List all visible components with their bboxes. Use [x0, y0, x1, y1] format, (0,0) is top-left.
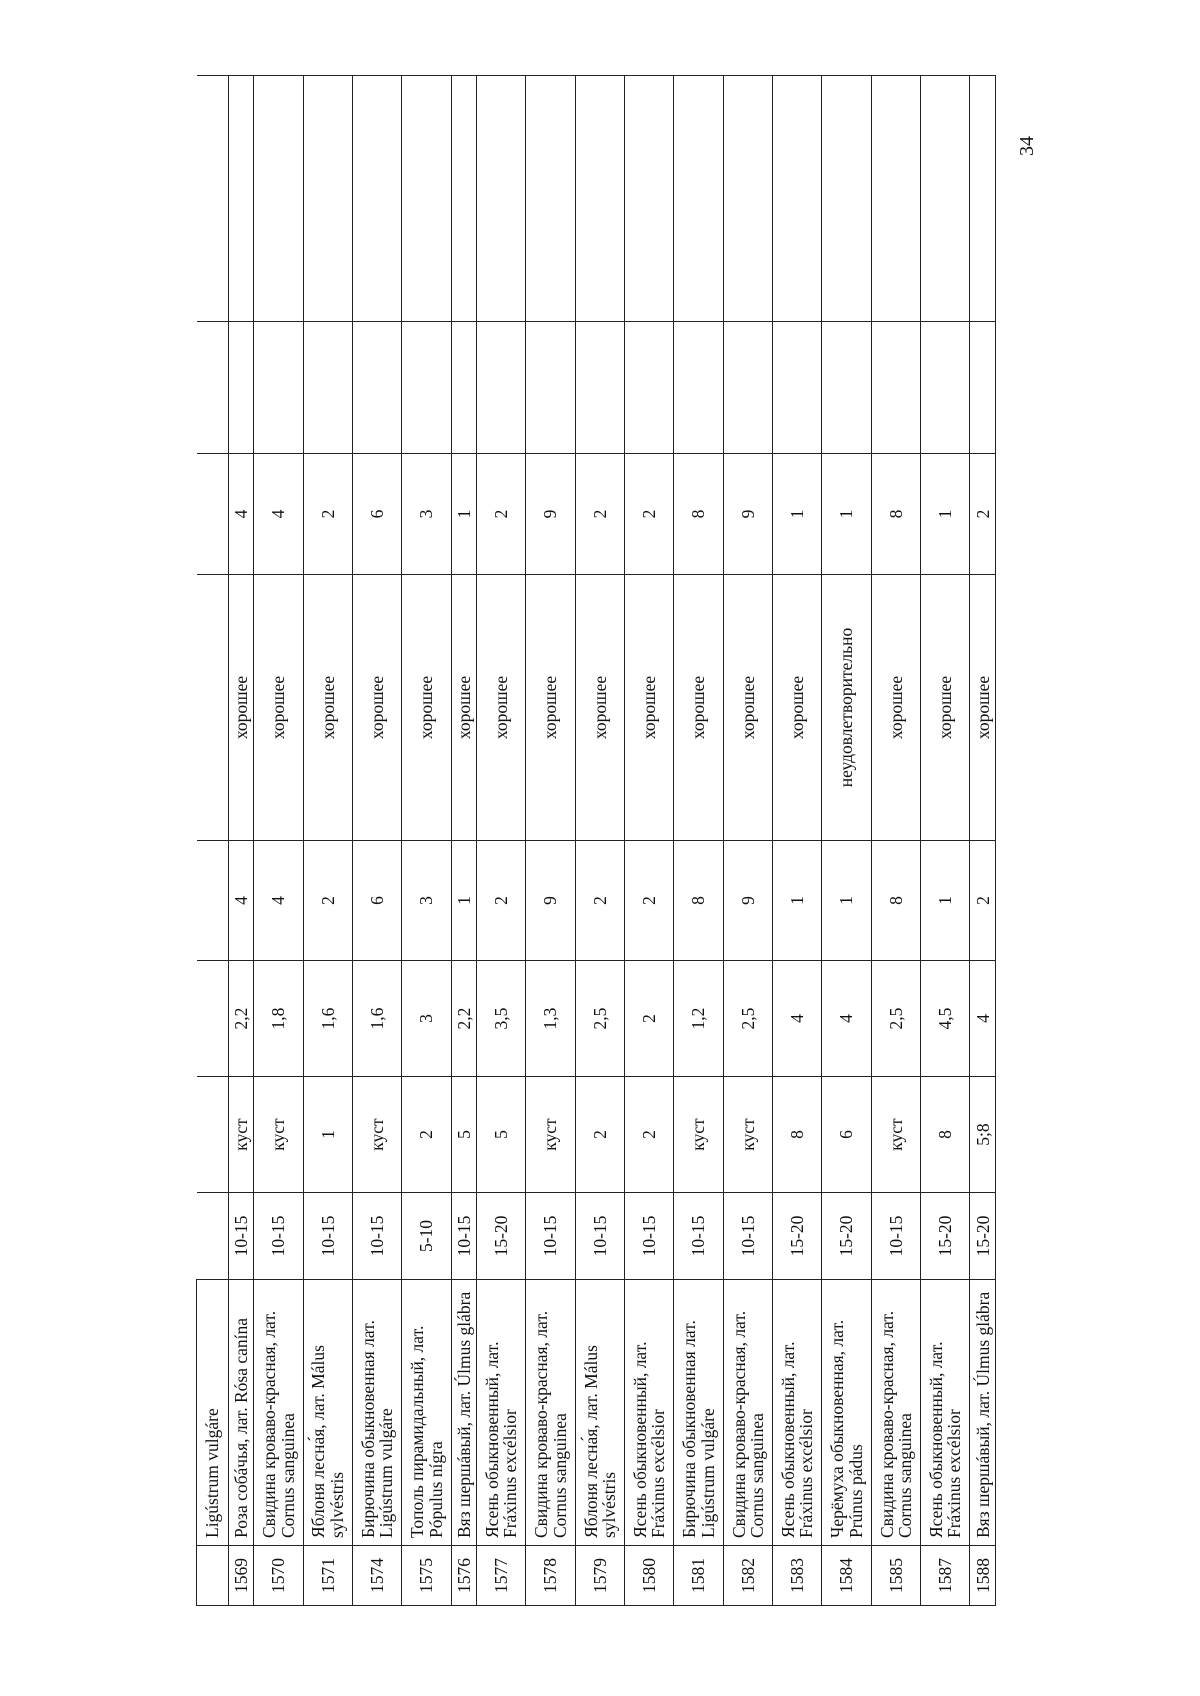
- empty-cell: [477, 76, 526, 322]
- row-id-cell: 1584: [822, 1546, 871, 1606]
- table-row: [871, 76, 920, 1606]
- height-cell: 2,5: [871, 961, 920, 1077]
- condition-cell: хорошее: [303, 575, 352, 841]
- condition-cell: хорошее: [526, 575, 575, 841]
- quantity-cell: 8: [871, 841, 920, 961]
- age-cell: 15-20: [822, 1193, 871, 1280]
- quantity-cell: 2: [477, 841, 526, 961]
- condition-cell: хорошее: [254, 575, 303, 841]
- total-cell: 4: [229, 454, 254, 575]
- total-cell: 9: [723, 454, 772, 575]
- table-body: [197, 76, 996, 1606]
- trunk-count-cell: куст: [353, 1077, 402, 1193]
- condition-cell: неудовлетворительно: [822, 575, 871, 841]
- table-row: [674, 76, 723, 1606]
- age-cell: 10-15: [353, 1193, 402, 1280]
- species-name-cell: Свидина кроваво-красная, лат. Cornus sanguinea: [871, 1280, 920, 1546]
- trunk-count-cell: куст: [871, 1077, 920, 1193]
- age-cell: 10-15: [451, 1193, 476, 1280]
- empty-cell: [871, 76, 920, 322]
- empty-cell: [303, 322, 352, 454]
- row-id-cell: 1585: [871, 1546, 920, 1606]
- table-row: [575, 76, 624, 1606]
- trunk-count-cell: 6: [822, 1077, 871, 1193]
- height-cell: 2,2: [451, 961, 476, 1077]
- species-name-cell: Ясень обыкновенный, лат. Fráxinus excélsior: [477, 1280, 526, 1546]
- table-row: [526, 76, 575, 1606]
- age-cell: 10-15: [575, 1193, 624, 1280]
- table-row: [970, 76, 996, 1606]
- height-cell: 2,5: [723, 961, 772, 1077]
- empty-cell: [822, 76, 871, 322]
- row-id-cell: 1582: [723, 1546, 772, 1606]
- empty-cell: [674, 322, 723, 454]
- empty-cell: [254, 76, 303, 322]
- species-name-cell: Свидина кроваво-красная, лат. Cornus sanguinea: [526, 1280, 575, 1546]
- age-cell: 10-15: [871, 1193, 920, 1280]
- trunk-count-cell: 8: [921, 1077, 970, 1193]
- total-cell: 2: [477, 454, 526, 575]
- row-id-cell: 1587: [921, 1546, 970, 1606]
- empty-cell: [477, 322, 526, 454]
- age-cell: 10-15: [723, 1193, 772, 1280]
- empty-cell: [526, 76, 575, 322]
- blank-cell: [197, 961, 229, 1077]
- total-cell: 2: [303, 454, 352, 575]
- condition-cell: хорошее: [773, 575, 822, 841]
- table-row: [254, 76, 303, 1606]
- row-id-cell: 1571: [303, 1546, 352, 1606]
- condition-cell: хорошее: [970, 575, 996, 841]
- quantity-cell: 2: [303, 841, 352, 961]
- condition-cell: хорошее: [402, 575, 451, 841]
- page-number: 34: [1016, 136, 1038, 156]
- table-row: [773, 76, 822, 1606]
- species-name-cell: Яблоня лесна́я, лат. Málus sylvéstris: [575, 1280, 624, 1546]
- quantity-cell: 2: [970, 841, 996, 961]
- age-cell: 10-15: [625, 1193, 674, 1280]
- age-cell: 10-15: [674, 1193, 723, 1280]
- total-cell: 1: [921, 454, 970, 575]
- height-cell: 4: [773, 961, 822, 1077]
- condition-cell: хорошее: [723, 575, 772, 841]
- table-row: [625, 76, 674, 1606]
- trunk-count-cell: 2: [625, 1077, 674, 1193]
- height-cell: 2: [625, 961, 674, 1077]
- condition-cell: хорошее: [871, 575, 920, 841]
- table-row: [921, 76, 970, 1606]
- table-row: [723, 76, 772, 1606]
- blank-cell: [197, 1077, 229, 1193]
- trunk-count-cell: 5: [477, 1077, 526, 1193]
- row-id-cell: 1578: [526, 1546, 575, 1606]
- empty-cell: [773, 76, 822, 322]
- empty-cell: [229, 322, 254, 454]
- empty-cell: [402, 76, 451, 322]
- row-id-cell: 1583: [773, 1546, 822, 1606]
- total-cell: 8: [674, 454, 723, 575]
- height-cell: 1,8: [254, 961, 303, 1077]
- condition-cell: хорошее: [575, 575, 624, 841]
- quantity-cell: 1: [451, 841, 476, 961]
- empty-cell: [773, 322, 822, 454]
- species-name-cell: Ясень обыкновенный, лат. Fráxinus excélsior: [921, 1280, 970, 1546]
- row-id-cell: 1569: [229, 1546, 254, 1606]
- empty-cell: [575, 76, 624, 322]
- total-cell: 8: [871, 454, 920, 575]
- blank-cell: [197, 575, 229, 841]
- species-name-cell: Вяз шершáвый, лат. Úlmus glábra: [451, 1280, 476, 1546]
- condition-cell: хорошее: [625, 575, 674, 841]
- empty-cell: [353, 322, 402, 454]
- trunk-count-cell: 1: [303, 1077, 352, 1193]
- continued-id-cell: [197, 1546, 229, 1606]
- row-id-cell: 1577: [477, 1546, 526, 1606]
- age-cell: 15-20: [477, 1193, 526, 1280]
- empty-cell: [303, 76, 352, 322]
- species-name-cell: Тополь пирамидальный, лат. Pópulus nígra: [402, 1280, 451, 1546]
- trunk-count-cell: куст: [674, 1077, 723, 1193]
- condition-cell: хорошее: [353, 575, 402, 841]
- condition-cell: хорошее: [674, 575, 723, 841]
- empty-cell: [625, 322, 674, 454]
- age-cell: 15-20: [970, 1193, 996, 1280]
- species-name-cell: Роза собáчья, лат. Rósa canína: [229, 1280, 254, 1546]
- total-cell: 6: [353, 454, 402, 575]
- age-cell: 10-15: [526, 1193, 575, 1280]
- quantity-cell: 6: [353, 841, 402, 961]
- table-row: [451, 76, 476, 1606]
- empty-cell: [970, 322, 996, 454]
- species-name-cell: Яблоня лесна́я, лат. Málus sylvéstris: [303, 1280, 352, 1546]
- trunk-count-cell: 2: [402, 1077, 451, 1193]
- species-name-cell: Свидина кроваво-красная, лат. Cornus sanguinea: [254, 1280, 303, 1546]
- species-name-cell: Ясень обыкновенный, лат. Fráxinus excélsior: [773, 1280, 822, 1546]
- trunk-count-cell: 5;8: [970, 1077, 996, 1193]
- quantity-cell: 8: [674, 841, 723, 961]
- row-id-cell: 1580: [625, 1546, 674, 1606]
- empty-cell: [229, 76, 254, 322]
- species-name-cell: Вяз шершáвый, лат. Úlmus glábra: [970, 1280, 996, 1546]
- height-cell: 2,5: [575, 961, 624, 1077]
- empty-cell: [625, 76, 674, 322]
- blank-cell: [197, 1193, 229, 1280]
- species-name-cell: Бирючина обыкновенная лат. Ligústrum vulgáre: [353, 1280, 402, 1546]
- quantity-cell: 1: [921, 841, 970, 961]
- table-row: [303, 76, 352, 1606]
- total-cell: 3: [402, 454, 451, 575]
- height-cell: 1,6: [353, 961, 402, 1077]
- empty-cell: [402, 322, 451, 454]
- quantity-cell: 4: [229, 841, 254, 961]
- empty-cell: [575, 322, 624, 454]
- tree-inventory-table: [196, 75, 996, 1606]
- quantity-cell: 9: [723, 841, 772, 961]
- table-row: [353, 76, 402, 1606]
- age-cell: 10-15: [254, 1193, 303, 1280]
- quantity-cell: 4: [254, 841, 303, 961]
- trunk-count-cell: куст: [723, 1077, 772, 1193]
- height-cell: 2,2: [229, 961, 254, 1077]
- species-name-cell: Бирючина обыкновенная лат. Ligústrum vulgáre: [674, 1280, 723, 1546]
- empty-cell: [451, 76, 476, 322]
- empty-cell: [822, 322, 871, 454]
- total-cell: 2: [970, 454, 996, 575]
- height-cell: 3: [402, 961, 451, 1077]
- height-cell: 3,5: [477, 961, 526, 1077]
- species-name-cell: Свидина кроваво-красная, лат. Cornus sanguinea: [723, 1280, 772, 1546]
- trunk-count-cell: 5: [451, 1077, 476, 1193]
- total-cell: 2: [625, 454, 674, 575]
- total-cell: 1: [451, 454, 476, 575]
- continued-row: [197, 76, 229, 1606]
- row-id-cell: 1588: [970, 1546, 996, 1606]
- empty-cell: [970, 76, 996, 322]
- height-cell: 4: [970, 961, 996, 1077]
- empty-cell: [451, 322, 476, 454]
- empty-cell: [921, 322, 970, 454]
- trunk-count-cell: 2: [575, 1077, 624, 1193]
- table-row: [477, 76, 526, 1606]
- row-id-cell: 1576: [451, 1546, 476, 1606]
- quantity-cell: 2: [625, 841, 674, 961]
- condition-cell: хорошее: [921, 575, 970, 841]
- blank-cell: [197, 76, 229, 322]
- trunk-count-cell: куст: [526, 1077, 575, 1193]
- empty-cell: [723, 322, 772, 454]
- age-cell: 10-15: [229, 1193, 254, 1280]
- species-name-cell: Черёмуха обыкновенная, лат. Prúnus pádus: [822, 1280, 871, 1546]
- empty-cell: [526, 322, 575, 454]
- total-cell: 9: [526, 454, 575, 575]
- empty-cell: [254, 322, 303, 454]
- empty-cell: [723, 76, 772, 322]
- quantity-cell: 1: [822, 841, 871, 961]
- height-cell: 1,6: [303, 961, 352, 1077]
- row-id-cell: 1574: [353, 1546, 402, 1606]
- table-row: [822, 76, 871, 1606]
- height-cell: 4,5: [921, 961, 970, 1077]
- row-id-cell: 1579: [575, 1546, 624, 1606]
- height-cell: 4: [822, 961, 871, 1077]
- height-cell: 1,3: [526, 961, 575, 1077]
- height-cell: 1,2: [674, 961, 723, 1077]
- condition-cell: хорошее: [451, 575, 476, 841]
- blank-cell: [197, 322, 229, 454]
- species-name-cell: Ясень обыкновенный, лат. Fráxinus excélsior: [625, 1280, 674, 1546]
- trunk-count-cell: куст: [229, 1077, 254, 1193]
- age-cell: 15-20: [773, 1193, 822, 1280]
- blank-cell: [197, 841, 229, 961]
- condition-cell: хорошее: [229, 575, 254, 841]
- total-cell: 2: [575, 454, 624, 575]
- age-cell: 10-15: [303, 1193, 352, 1280]
- empty-cell: [353, 76, 402, 322]
- quantity-cell: 9: [526, 841, 575, 961]
- empty-cell: [674, 76, 723, 322]
- quantity-cell: 3: [402, 841, 451, 961]
- age-cell: 5-10: [402, 1193, 451, 1280]
- row-id-cell: 1581: [674, 1546, 723, 1606]
- quantity-cell: 1: [773, 841, 822, 961]
- trunk-count-cell: 8: [773, 1077, 822, 1193]
- table-row: [402, 76, 451, 1606]
- condition-cell: хорошее: [477, 575, 526, 841]
- total-cell: 1: [822, 454, 871, 575]
- row-id-cell: 1570: [254, 1546, 303, 1606]
- row-id-cell: 1575: [402, 1546, 451, 1606]
- age-cell: 15-20: [921, 1193, 970, 1280]
- continued-name-cell: Ligústrum vulgáre: [197, 1280, 229, 1546]
- empty-cell: [871, 322, 920, 454]
- quantity-cell: 2: [575, 841, 624, 961]
- table-row: [229, 76, 254, 1606]
- total-cell: 1: [773, 454, 822, 575]
- total-cell: 4: [254, 454, 303, 575]
- trunk-count-cell: куст: [254, 1077, 303, 1193]
- empty-cell: [921, 76, 970, 322]
- blank-cell: [197, 454, 229, 575]
